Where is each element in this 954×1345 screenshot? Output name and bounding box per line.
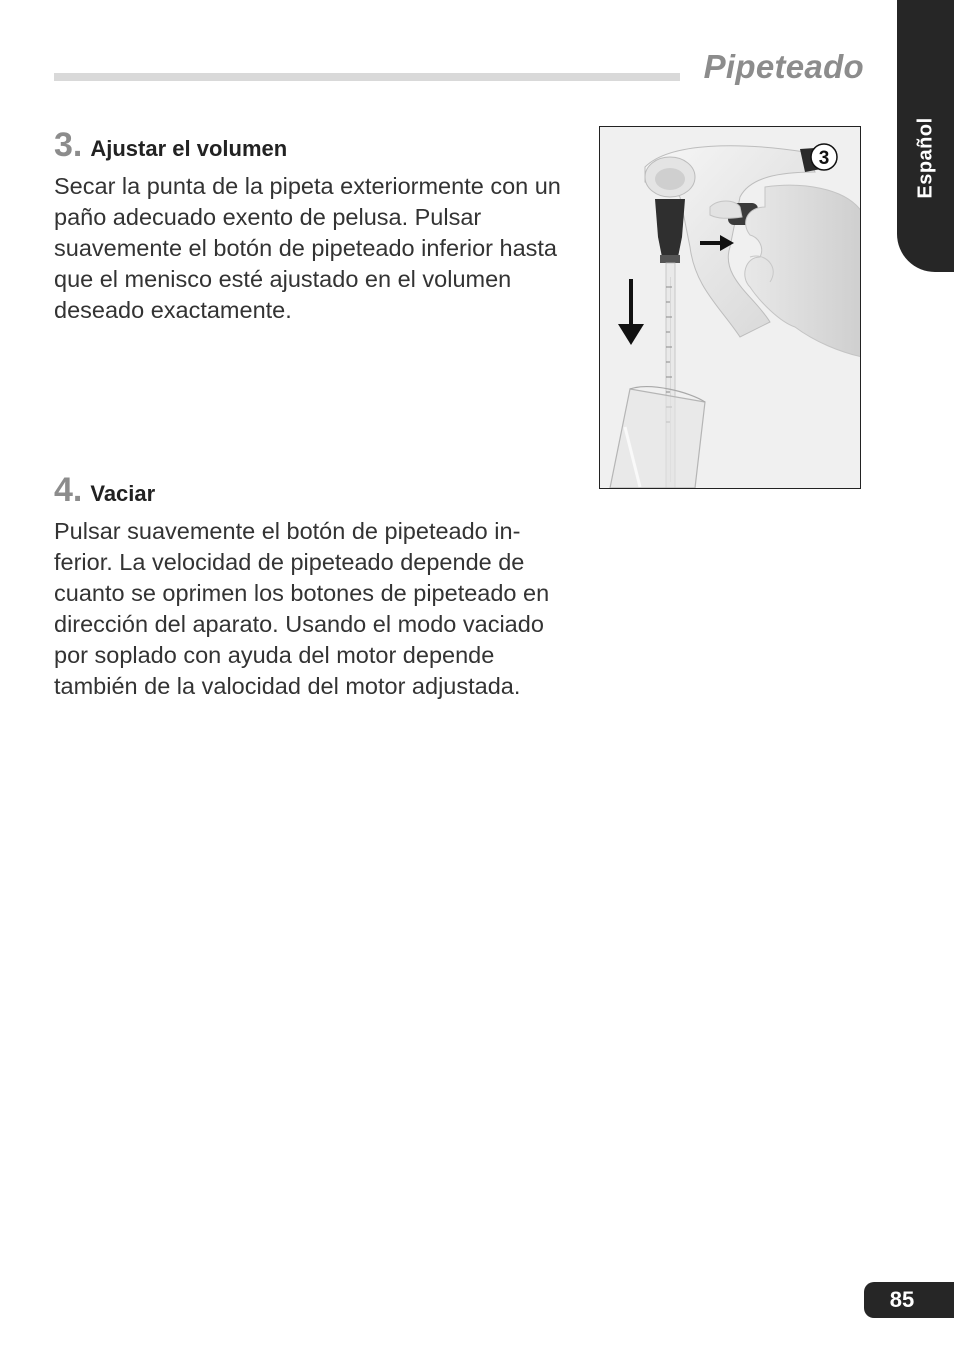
section-step-3 [54, 125, 564, 326]
header-rule [54, 73, 680, 81]
page-title: Pipeteado [703, 48, 864, 85]
step-title: Vaciar [90, 481, 156, 506]
step-body: Pulsar suavemente el botón de pipeteado in-ferior. La velocidad de pipeteado depende de cuanto se oprimen los botones de pipeteado en dirección del aparato. Usando el modo vaciado por soplado con ayuda del motor depende también de la valocidad del motor adjustada. [54, 518, 550, 699]
step-heading [54, 125, 564, 165]
pipette-figure [599, 126, 861, 489]
callout-badge [811, 144, 837, 170]
language-tab [897, 0, 954, 272]
page-number: 85 [889, 1287, 915, 1312]
step-body: Secar la punta de la pipeta exteriormente con un paño adecuado exento de pelusa. Pulsar suavemente el botón de pipeteado inferior hasta que el menisco esté ajustado en el volumen deseado exactamente. [54, 173, 561, 323]
language-tab-label: Español [914, 117, 936, 199]
pipette-controller-photo [600, 127, 860, 488]
step-number: 4. [54, 471, 83, 509]
callout-label: 3 [818, 148, 830, 169]
step-number: 3. [54, 126, 83, 164]
page-number-box [864, 1282, 954, 1318]
step-heading [54, 470, 564, 510]
step-title: Ajustar el volumen [90, 136, 288, 161]
section-step-4 [54, 470, 564, 702]
